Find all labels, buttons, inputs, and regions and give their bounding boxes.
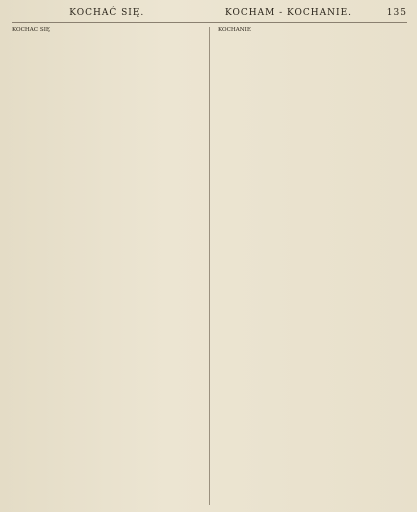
column-divider (209, 27, 210, 505)
right-column (218, 27, 407, 505)
left-column (12, 27, 201, 505)
page-number: 135 (386, 8, 407, 18)
running-header (12, 8, 407, 23)
right-column-text: KOCHANIE (217, 27, 251, 33)
right-running-head: KOCHAM - KOCHANIE. (224, 8, 352, 18)
text-columns (12, 27, 407, 505)
left-running-head: KOCHAĆ SIĘ. (69, 8, 145, 18)
left-column-text: KOCHAĆ SIĘ (12, 27, 50, 33)
